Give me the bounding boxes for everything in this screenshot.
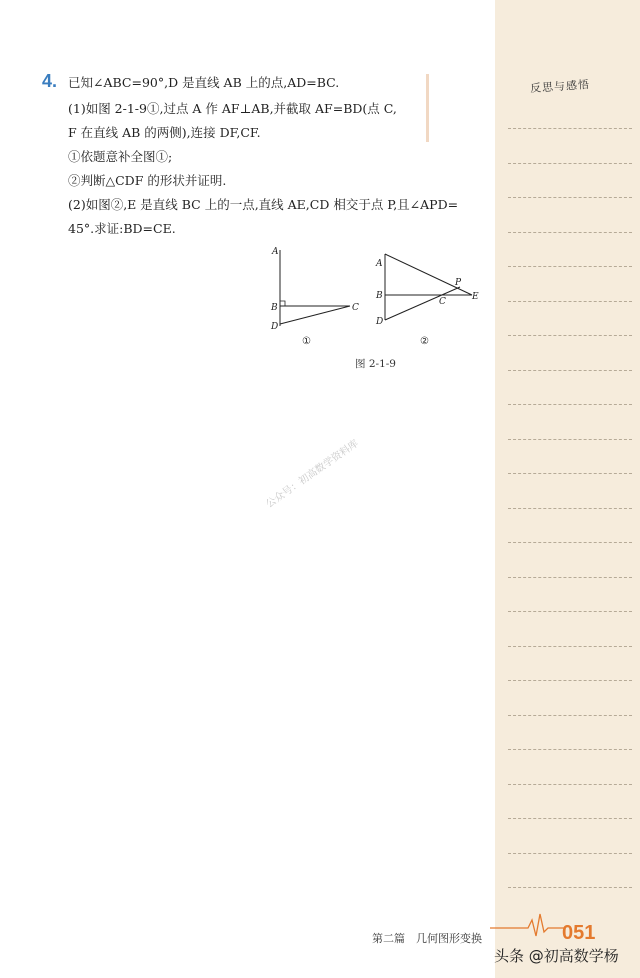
question-number: 4. [42,71,58,91]
problem-line-6: (2)如图②,E 是直线 BC 上的一点,直线 AE,CD 相交于点 P,且∠APD= [68,197,459,212]
notes-dash-line [508,611,632,612]
fig1-label-c: C [352,303,359,313]
notes-dash-line [508,680,632,681]
notes-dash-line [508,439,632,440]
notes-sidebar [495,0,640,978]
figure-2 [375,254,479,347]
fig2-label-c: C [439,297,446,307]
fig2-number: ② [420,336,429,347]
notes-dash-line [508,853,632,854]
problem-line-3: F 在直线 AB 的两侧),连接 DF,CF. [68,125,261,140]
notes-dash-line [508,749,632,750]
footer-section: 第二篇 几何图形变换 [372,932,482,945]
fig1-right-angle [280,301,285,306]
notes-dash-line [508,404,632,405]
notes-dash-line [508,577,632,578]
notes-dash-line [508,542,632,543]
brand-watermark: 头条 @初高数学杨 [494,947,619,965]
notes-dash-line [508,266,632,267]
margin-divider [426,74,429,142]
problem-line-2: (1)如图 2-1-9①,过点 A 作 AF⊥AB,并截取 AF=BD(点 C, [68,101,397,116]
problem-line-7: 45°.求证:BD=CE. [68,221,176,236]
notes-dash-line [508,646,632,647]
problem-line-1: 已知∠ABC=90°,D 是直线 AB 上的点,AD=BC. [68,75,340,90]
figure-1 [270,247,359,347]
notes-dash-line [508,335,632,336]
fig1-number: ① [302,336,311,347]
fig2-label-b: B [376,291,383,301]
fig2-label-p: P [455,278,462,288]
fig1-line-dc [280,306,350,324]
fig1-label-a: A [272,247,279,257]
fig2-line-ae [385,254,472,295]
page-number: 051 [562,922,596,944]
fig1-label-b: B [271,303,278,313]
notes-dash-line [508,232,632,233]
notes-dash-line [508,473,632,474]
notes-dash-line [508,128,632,129]
geometry-figure [262,240,492,352]
notes-dash-line [508,301,632,302]
problem-line-5: ②判断△CDF 的形状并证明. [68,173,227,188]
fig2-label-e: E [472,292,479,302]
notes-dash-line [508,197,632,198]
notes-dash-line [508,818,632,819]
fig2-line-dp [385,287,460,320]
fig2-label-d: D [376,317,384,327]
notes-dash-line [508,715,632,716]
fig1-label-d: D [271,322,279,332]
notes-title: 反思与感悟 [529,77,591,96]
notes-dash-line [508,784,632,785]
figure-caption: 图 2-1-9 [355,358,396,370]
notes-dash-line [508,508,632,509]
watermark: 公众号：初高数学资料库 [264,438,361,511]
notes-dash-line [508,163,632,164]
notes-dash-line [508,887,632,888]
notes-dash-line [508,370,632,371]
pulse-line-icon [490,910,565,940]
problem-line-4: ①依题意补全图①; [68,149,173,164]
fig2-label-a: A [376,259,383,269]
